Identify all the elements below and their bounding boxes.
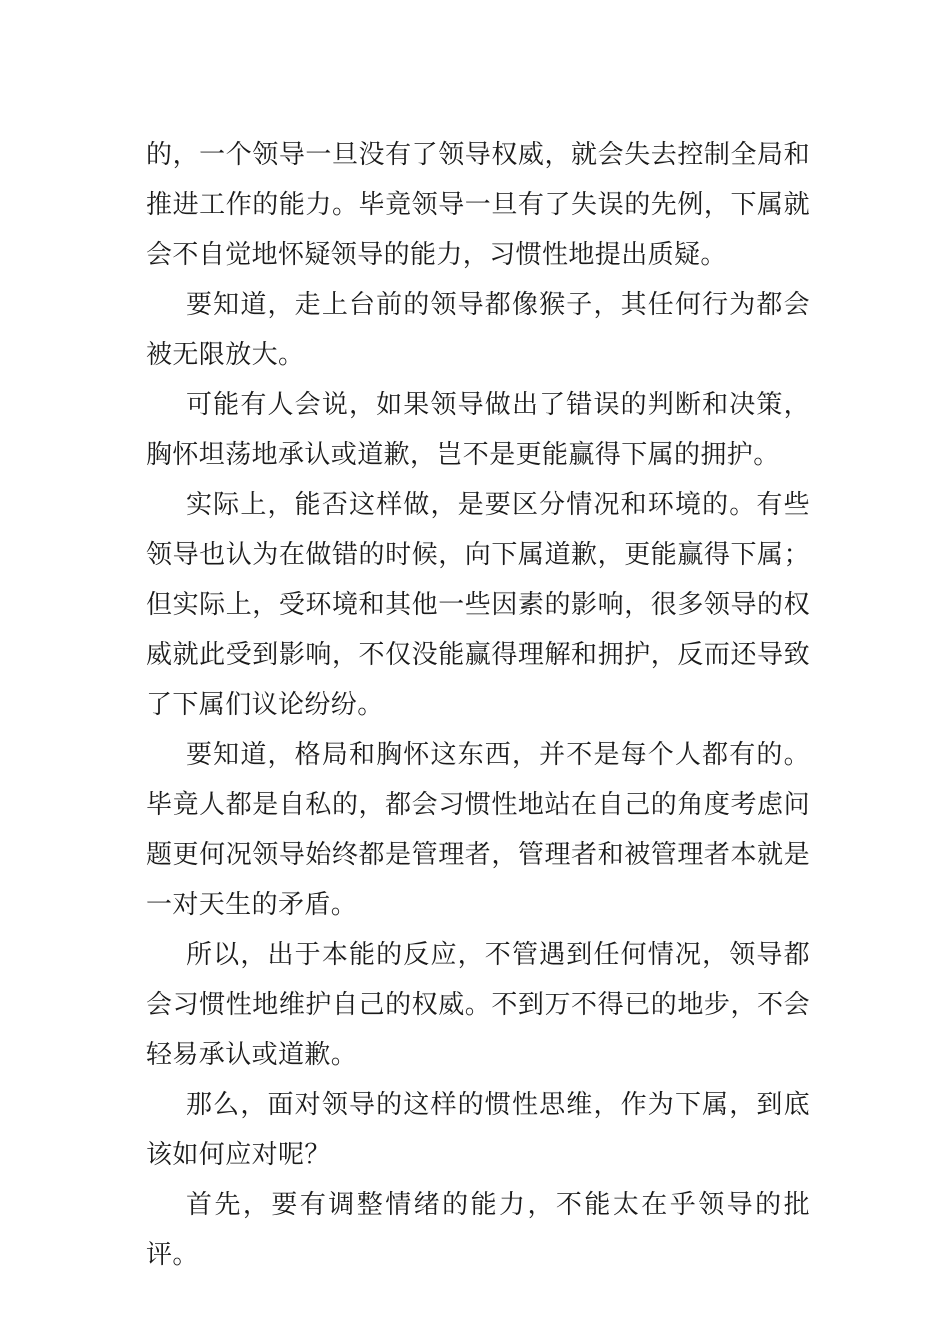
paragraph: 首先，要有调整情绪的能力，不能太在乎领导的批评。: [146, 1190, 810, 1270]
paragraph: 那么，面对领导的这样的惯性思维，作为下属，到底该如何应对呢？: [146, 1090, 810, 1170]
paragraph: 要知道，格局和胸怀这东西，并不是每个人都有的。毕竟人都是自私的，都会习惯性地站在自己的角度考虑问题更何况领导始终都是管理者，管理者和被管理者本就是一对天生的矛盾。: [146, 740, 810, 920]
document-body: [146, 130, 810, 1280]
paragraph: 实际上，能否这样做，是要区分情况和环境的。有些领导也认为在做错的时候，向下属道歉，更能赢得下属；但实际上，受环境和其他一些因素的影响，很多领导的权威就此受到影响，不仅没能赢得理解和拥护，反而还导致了下属们议论纷纷。: [146, 490, 810, 720]
paragraph: 所以，出于本能的反应，不管遇到任何情况，领导都会习惯性地维护自己的权威。不到万不得已的地步，不会轻易承认或道歉。: [146, 940, 810, 1070]
paragraph-continued: 的，一个领导一旦没有了领导权威，就会失去控制全局和推进工作的能力。毕竟领导一旦有了失误的先例，下属就会不自觉地怀疑领导的能力，习惯性地提出质疑。: [146, 140, 810, 270]
paragraph: 可能有人会说，如果领导做出了错误的判断和决策，胸怀坦荡地承认或道歉，岂不是更能赢得下属的拥护。: [146, 390, 810, 470]
paragraph: 要知道，走上台前的领导都像猴子，其任何行为都会被无限放大。: [146, 290, 810, 370]
